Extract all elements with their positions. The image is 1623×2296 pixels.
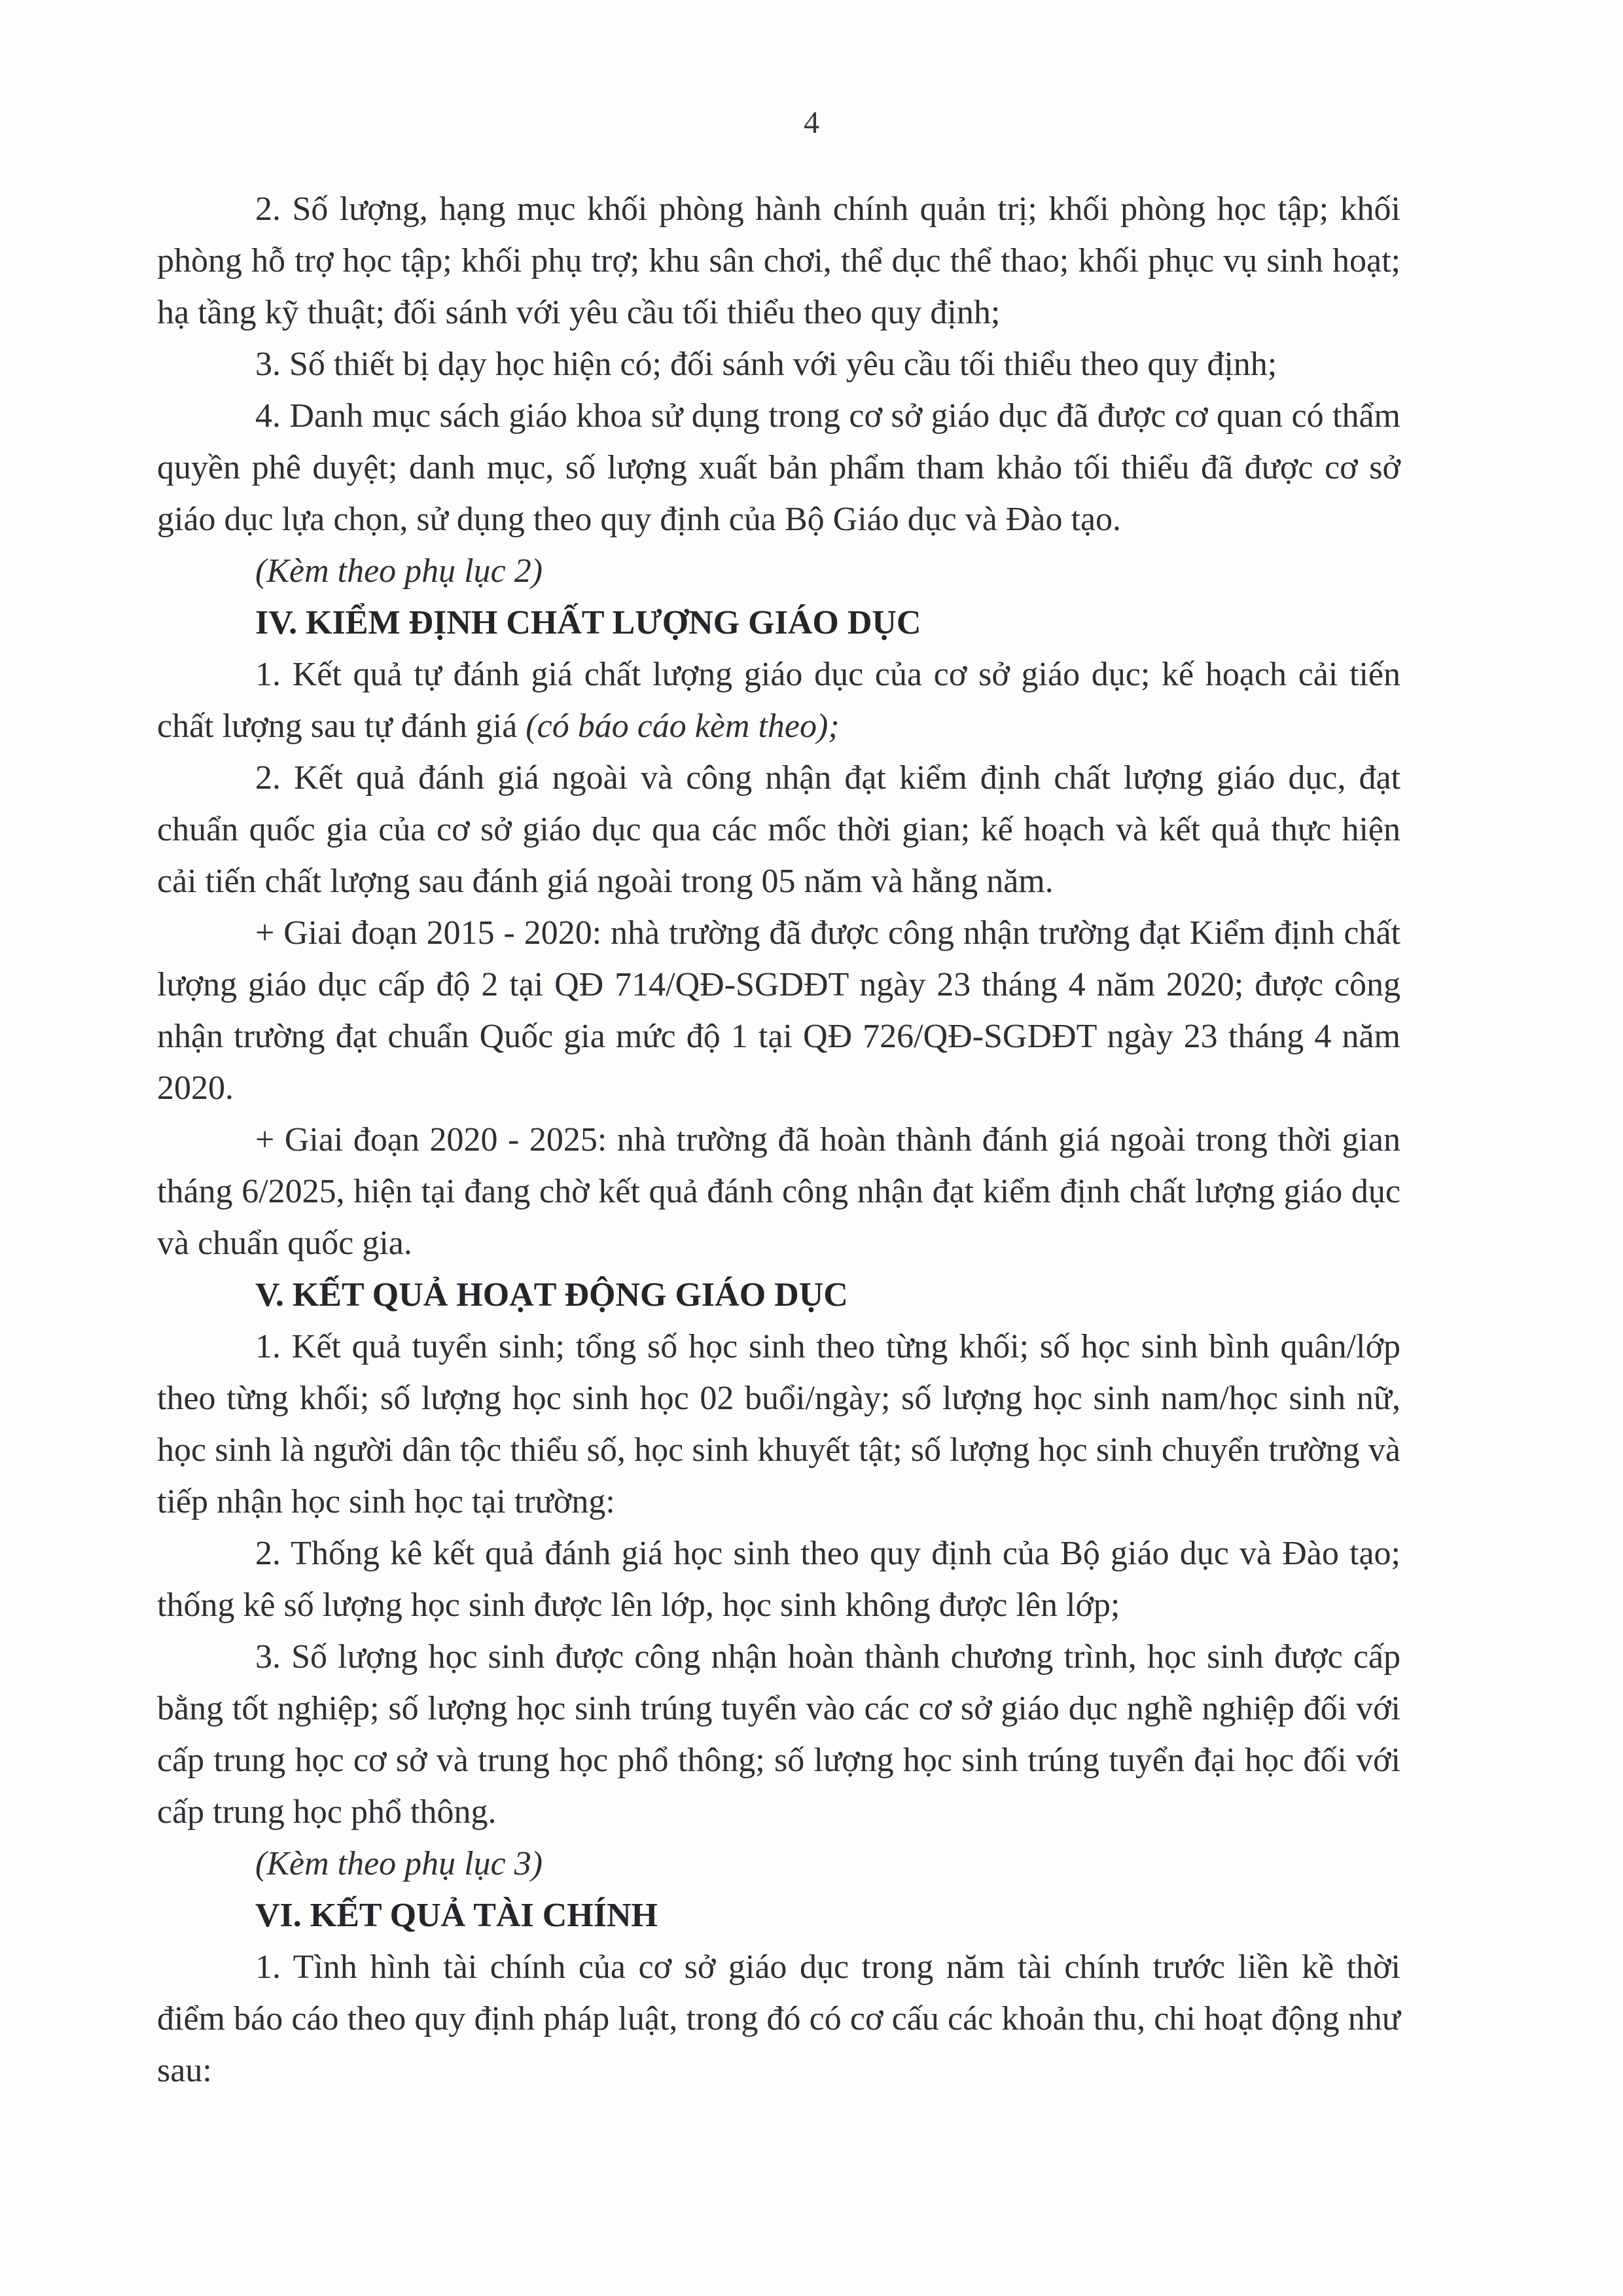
paragraph-external-assessment: 2. Kết quả đánh giá ngoài và công nhận đạt kiểm định chất lượng giáo dục, đạt chuẩn quốc gia của cơ sở giáo dục qua các mốc thời gian; kế hoạch và kết quả thực hiện cải tiến chất lượng sau đánh giá ngoài trong 05 năm và hằng năm. — [157, 759, 1400, 900]
appendix-note-3: (Kèm theo phụ lục 3) — [255, 1845, 543, 1882]
paragraph-financial-status: 1. Tình hình tài chính của cơ sở giáo dục trong năm tài chính trước liền kề thời điểm báo cáo theo quy định pháp luật, trong đó có cơ cấu các khoản thu, chi hoạt động như sau: — [157, 1948, 1400, 2089]
document-body — [157, 183, 1400, 2096]
paragraph-textbook-list: 4. Danh mục sách giáo khoa sử dụng trong cơ sở giáo dục đã được cơ quan có thẩm quyền phê duyệt; danh mục, số lượng xuất bản phẩm tham khảo tối thiểu đã được cơ sở giáo dục lựa chọn, sử dụng theo quy định của Bộ Giáo dục và Đào tạo. — [157, 397, 1400, 538]
heading-section-v: V. KẾT QUẢ HOẠT ĐỘNG GIÁO DỤC — [255, 1276, 848, 1314]
paragraph-phase-2020-2025: + Giai đoạn 2020 - 2025: nhà trường đã hoàn thành đánh giá ngoài trong thời gian tháng 6/2025, hiện tại đang chờ kết quả đánh công nhận đạt kiểm định chất lượng giáo dục và chuẩn quốc gia. — [157, 1121, 1400, 1262]
paragraph-facilities-categories: 2. Số lượng, hạng mục khối phòng hành chính quản trị; khối phòng học tập; khối phòng hỗ trợ học tập; khối phụ trợ; khu sân chơi, thể dục thể thao; khối phục vụ sinh hoạt; hạ tầng kỹ thuật; đối sánh với yêu cầu tối thiểu theo quy định; — [157, 190, 1400, 331]
self-assessment-italic-note: (có báo cáo kèm theo); — [526, 708, 840, 745]
paragraph-student-evaluation: 2. Thống kê kết quả đánh giá học sinh theo quy định của Bộ giáo dục và Đào tạo; thống kê số lượng học sinh được lên lớp, học sinh không được lên lớp; — [157, 1535, 1400, 1624]
paragraph-phase-2015-2020: + Giai đoạn 2015 - 2020: nhà trường đã được công nhận trường đạt Kiểm định chất lượng giáo dục cấp độ 2 tại QĐ 714/QĐ-SGDĐT ngày 23 tháng 4 năm 2020; được công nhận trường đạt chuẩn Quốc gia mức độ 1 tại QĐ 726/QĐ-SGDĐT ngày 23 tháng 4 năm 2020. — [157, 914, 1400, 1107]
paragraph-self-assessment — [157, 649, 1400, 752]
self-assessment-text: 1. Kết quả tự đánh giá chất lượng giáo dục của cơ sở giáo dục; kế hoạch cải tiến chất lượng sau tự đánh giá — [157, 656, 1400, 745]
heading-section-vi: VI. KẾT QUẢ TÀI CHÍNH — [255, 1897, 658, 1934]
heading-section-iv: IV. KIỂM ĐỊNH CHẤT LƯỢNG GIÁO DỤC — [255, 604, 921, 641]
page-number: 4 — [804, 105, 819, 140]
paragraph-enrollment-results: 1. Kết quả tuyển sinh; tổng số học sinh theo từng khối; số học sinh bình quân/lớp theo từng khối; số lượng học sinh học 02 buổi/ngày; số lượng học sinh nam/học sinh nữ, học sinh là người dân tộc thiểu số, học sinh khuyết tật; số lượng học sinh chuyển trường và tiếp nhận học sinh học tại trường: — [157, 1328, 1400, 1520]
paragraph-teaching-equipment: 3. Số thiết bị dạy học hiện có; đối sánh với yêu cầu tối thiểu theo quy định; — [255, 346, 1277, 383]
appendix-note-2: (Kèm theo phụ lục 2) — [255, 552, 543, 590]
paragraph-graduation: 3. Số lượng học sinh được công nhận hoàn thành chương trình, học sinh được cấp bằng tốt nghiệp; số lượng học sinh trúng tuyển vào các cơ sở giáo dục nghề nghiệp đối với cấp trung học cơ sở và trung học phổ thông; số lượng học sinh trúng tuyển đại học đối với cấp trung học phổ thông. — [157, 1638, 1400, 1831]
